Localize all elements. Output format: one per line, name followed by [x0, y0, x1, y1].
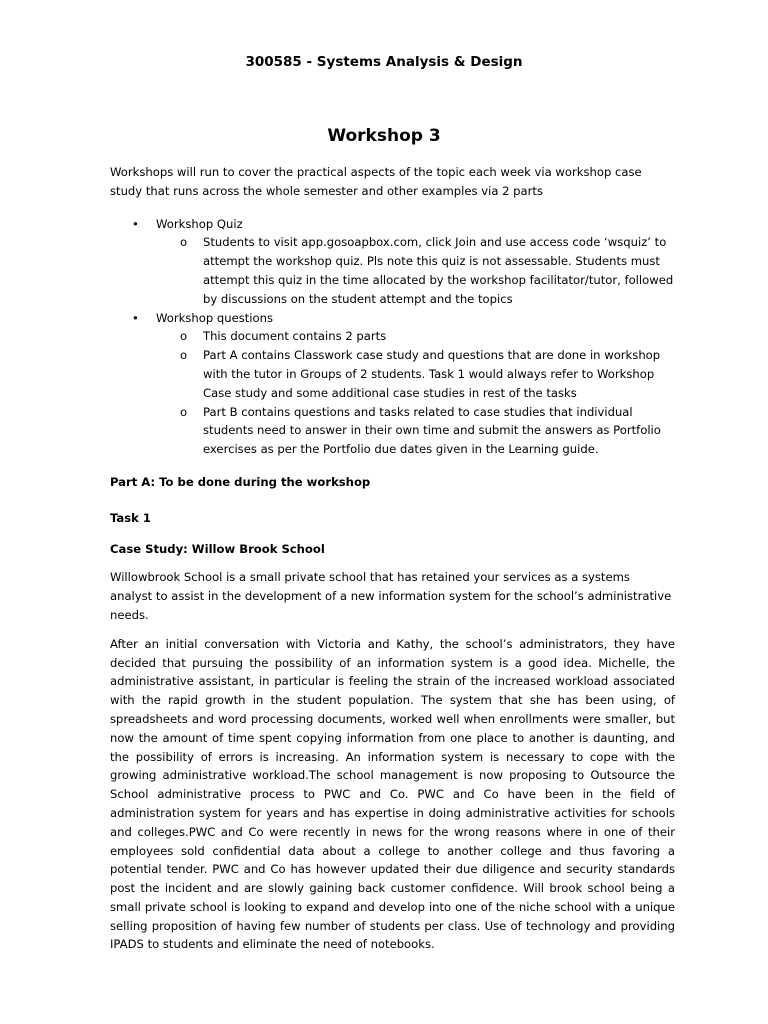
- sub-list-questions: [110, 327, 675, 459]
- part-a-heading: Part A: To be done during the workshop: [110, 474, 371, 489]
- bullet-label: Workshop Quiz: [156, 216, 243, 231]
- course-title: 300585 - Systems Analysis & Design: [245, 54, 523, 70]
- sub-bullet-icon: o: [180, 404, 188, 419]
- workshop-title: Workshop 3: [327, 126, 441, 146]
- sub-item-text: This document contains 2 parts: [203, 329, 387, 344]
- sub-list-quiz: [110, 233, 675, 308]
- bullet-icon: •: [132, 310, 139, 325]
- case-study-title: Case Study: Willow Brook School: [110, 541, 325, 556]
- sub-item-text: Students to visit app.gosoapbox.com, click Join and use access code ‘wsquiz’ to attempt the workshop quiz. Pls note this quiz is not assessable. Students must attempt this quiz in the time allocated by the workshop facilitator/tutor, followed by discussions on the student attempt and the topics: [203, 235, 674, 306]
- sub-item: [110, 327, 675, 346]
- sub-bullet-icon: o: [180, 235, 188, 250]
- bullet-icon: •: [132, 216, 139, 231]
- sub-item-text: Part A contains Classwork case study and questions that are done in workshop with the tutor in Groups of 2 students. Task 1 would always refer to Workshop Case study and some additional case studies in rest of the tasks: [203, 348, 661, 400]
- sub-item: [110, 233, 675, 308]
- sub-item: [110, 346, 675, 402]
- intro-paragraph: Workshops will run to cover the practical aspects of the topic each week via workshop case study that runs across the whole semester and other examples via 2 parts: [110, 165, 642, 198]
- sub-item: [110, 403, 675, 459]
- bullet-item-workshop-questions: [110, 309, 675, 328]
- case-paragraph-2: After an initial conversation with Victoria and Kathy, the school’s administrators, they have decided that pursuing the possibility of an information system is a good idea. Michelle, the administrative assistant, in particular is feeling the strain of the increased workload associated with the rapid growth in the student population. The system that she has been using, of spreadsheets and word processing documents, worked well when enrollments were smaller, but now the amount of time spent copying information from one place to another is daunting, and the possibility of errors is increasing. An information system is necessary to cope with the growing administrative workload.The school management is now proposing to Outsource the School administrative process to PWC and Co. PWC and Co have been in the field of administration system for years and has expertise in doing administrative activities for schools and colleges.PWC and Co were recently in news for the wrong reasons where in one of their employees sold confidential data about a college to another college and thus favoring a potential tender. PWC and Co has however updated their due diligence and security standards post the incident and are slowly gaining back customer confidence. Will brook school being a small private school is looking to expand and develop into one of the niche school with a unique selling proposition of having few number of students per class. Use of technology and providing IPADS to students and eliminate the need of notebooks.: [110, 636, 675, 952]
- sub-item-text: Part B contains questions and tasks related to case studies that individual students need to answer in their own time and submit the answers as Portfolio exercises as per the Portfolio due dates given in the Learning guide.: [203, 404, 661, 457]
- task-heading: Task 1: [110, 510, 151, 525]
- bullet-label: Workshop questions: [156, 310, 274, 325]
- bullet-item-workshop-quiz: [110, 215, 675, 234]
- sub-bullet-icon: o: [180, 329, 188, 344]
- document-body: [110, 163, 675, 954]
- sub-bullet-icon: o: [180, 348, 188, 363]
- case-paragraph-1: Willowbrook School is a small private school that has retained your services as a systems analyst to assist in the development of a new information system for the school’s administrative needs.: [110, 570, 672, 622]
